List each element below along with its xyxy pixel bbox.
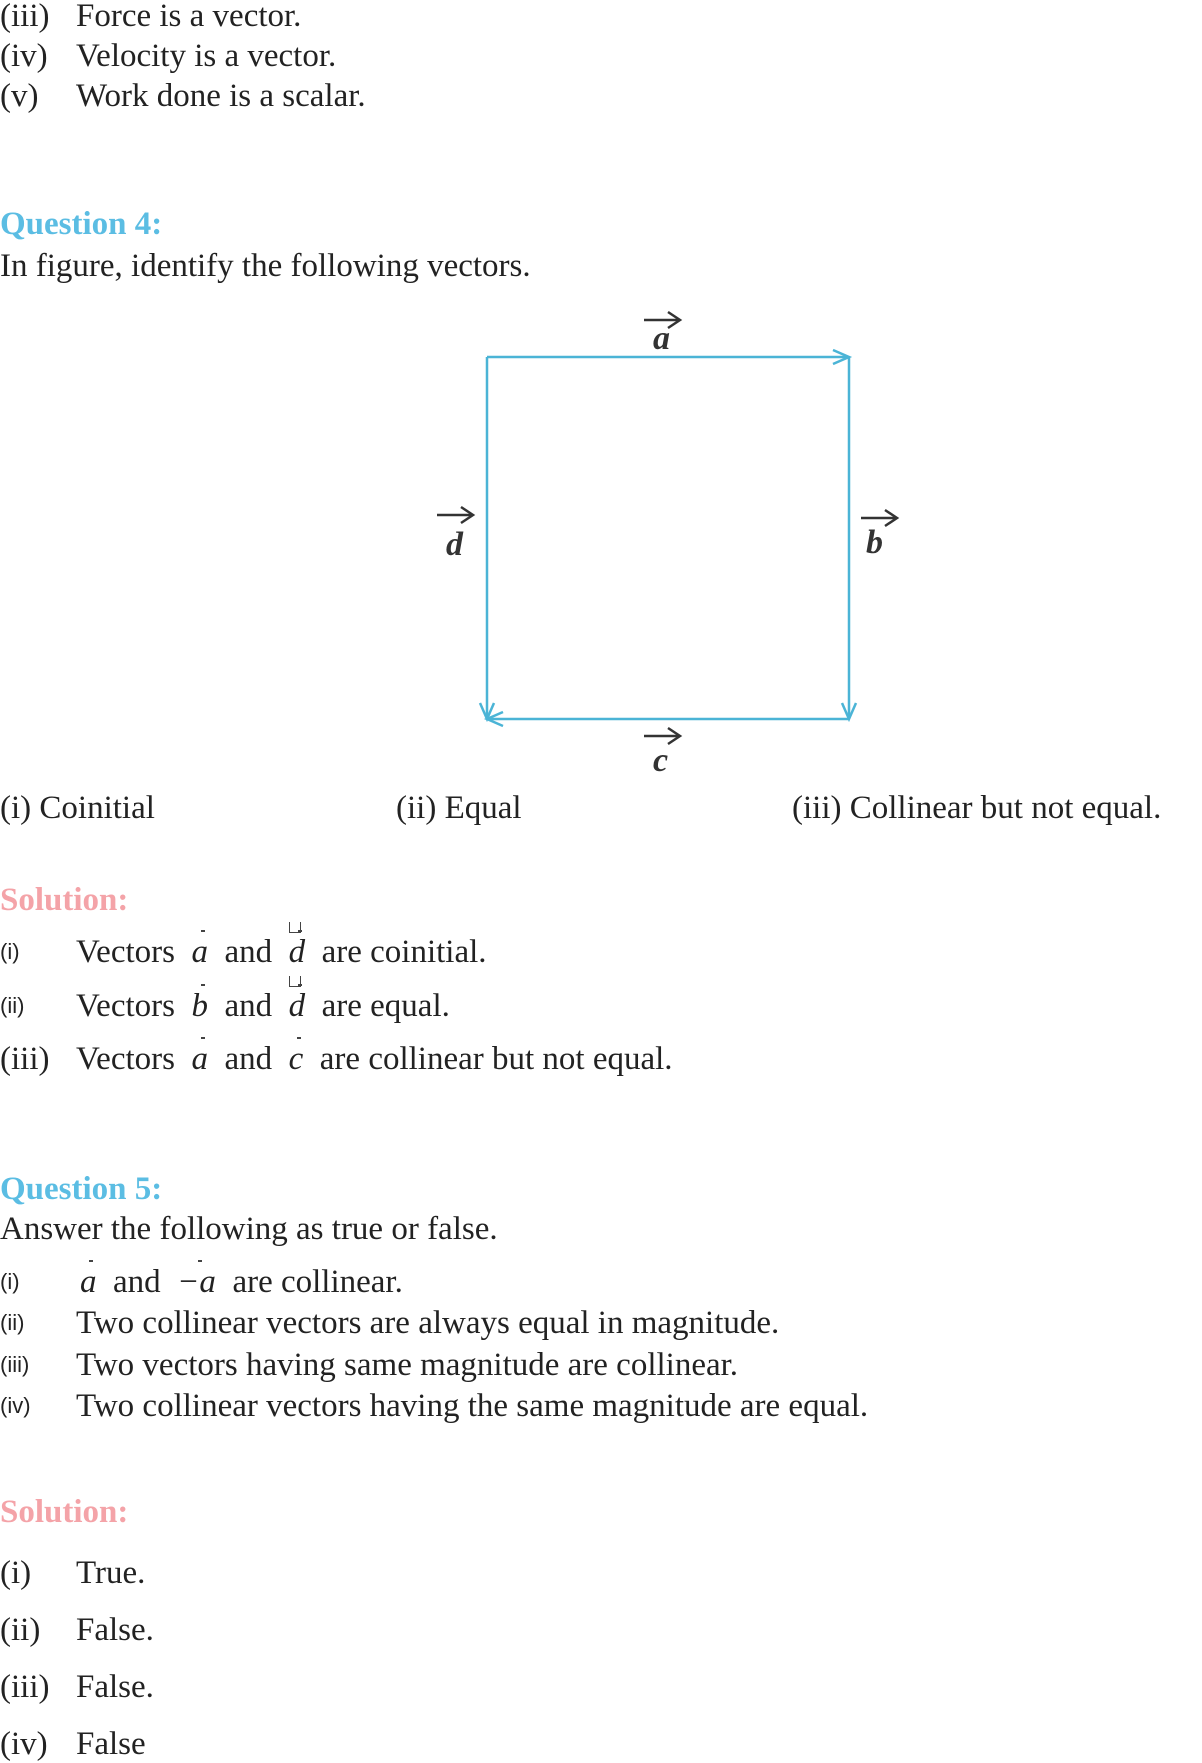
word: and (113, 1264, 161, 1300)
item-text: False. (76, 1669, 154, 1705)
question-5-item (0, 1305, 780, 1341)
solution-4-item (0, 934, 487, 970)
option-coinitial: (i) Coinitial (0, 790, 155, 826)
label-c: c (653, 742, 669, 779)
answer-item (0, 1726, 146, 1762)
word: Vectors (76, 934, 175, 970)
item-label: (iii) (0, 0, 50, 34)
word: are collinear but not equal. (319, 1041, 673, 1077)
item-label: (iv) (0, 1393, 31, 1418)
option-collinear: (iii) Collinear but not equal. (792, 790, 1162, 826)
item-label: (iii) (0, 1352, 30, 1377)
word: and (224, 1041, 273, 1077)
label-a: a (653, 320, 670, 357)
item-label: (iv) (0, 1726, 48, 1762)
item-label: (ii) (0, 1612, 41, 1648)
question-5-prompt: Answer the following as true or false. (0, 1211, 498, 1247)
solution-4-item (0, 988, 450, 1024)
question-5-item (0, 1264, 403, 1300)
item-text: Two vectors having same magnitude are collinear. (76, 1347, 739, 1383)
item-label: (i) (0, 1269, 20, 1294)
vector-b: b (191, 988, 208, 1024)
item-label: (v) (0, 78, 39, 114)
solution-5-heading: Solution: (0, 1494, 129, 1530)
solution-4-heading: Solution: (0, 882, 129, 918)
vector-d: d (288, 988, 306, 1024)
word: are coinitial. (321, 934, 487, 970)
question-5-heading: Question 5: (0, 1171, 163, 1207)
word: are equal. (321, 988, 450, 1024)
item-label: (iii) (0, 1669, 50, 1705)
item-text: False. (76, 1612, 154, 1648)
solution-4-item (0, 1041, 673, 1077)
question-4-heading: Question 4: (0, 206, 163, 242)
vector-a: a (80, 1264, 97, 1300)
item-text (76, 990, 450, 1023)
word: and (224, 988, 273, 1024)
answer-item (0, 1555, 146, 1591)
vector-square-figure (0, 0, 1202, 800)
item-text: True. (76, 1555, 146, 1591)
item-label: (ii) (0, 1310, 25, 1335)
question-5-item (0, 1388, 869, 1424)
word: and (224, 934, 273, 970)
item-text (80, 1266, 403, 1299)
item-text: Force is a vector. (76, 0, 302, 34)
item-text (76, 1043, 673, 1076)
word: are collinear. (232, 1264, 403, 1300)
answer-item (0, 1669, 154, 1705)
item-label: (ii) (0, 993, 25, 1018)
word: Vectors (76, 1041, 175, 1077)
vector-d: d (288, 934, 306, 970)
question-5-item (0, 1347, 739, 1383)
option-equal: (ii) Equal (396, 790, 522, 826)
question-4-prompt: In figure, identify the following vectors. (0, 248, 531, 284)
vector-c: c (288, 1041, 304, 1077)
word: Vectors (76, 988, 175, 1024)
label-d: d (446, 526, 463, 563)
vector-a: a (191, 1041, 208, 1077)
item-text: Two collinear vectors are always equal in magnitude. (76, 1305, 780, 1341)
label-d-arrow (437, 507, 473, 523)
label-b: b (866, 524, 883, 561)
item-text: False (76, 1726, 146, 1762)
item-text: Velocity is a vector. (76, 38, 337, 74)
item-label: (i) (0, 1555, 32, 1591)
item-text: Two collinear vectors having the same magnitude are equal. (76, 1388, 869, 1424)
answer-item (0, 1612, 154, 1648)
item-text (76, 936, 487, 969)
item-label: (i) (0, 939, 20, 964)
vector-a: a (191, 934, 208, 970)
item-text: Work done is a scalar. (76, 78, 366, 114)
item-label: (iii) (0, 1041, 50, 1077)
item-label: (iv) (0, 38, 48, 74)
vector-minus-a: −a (177, 1264, 216, 1300)
